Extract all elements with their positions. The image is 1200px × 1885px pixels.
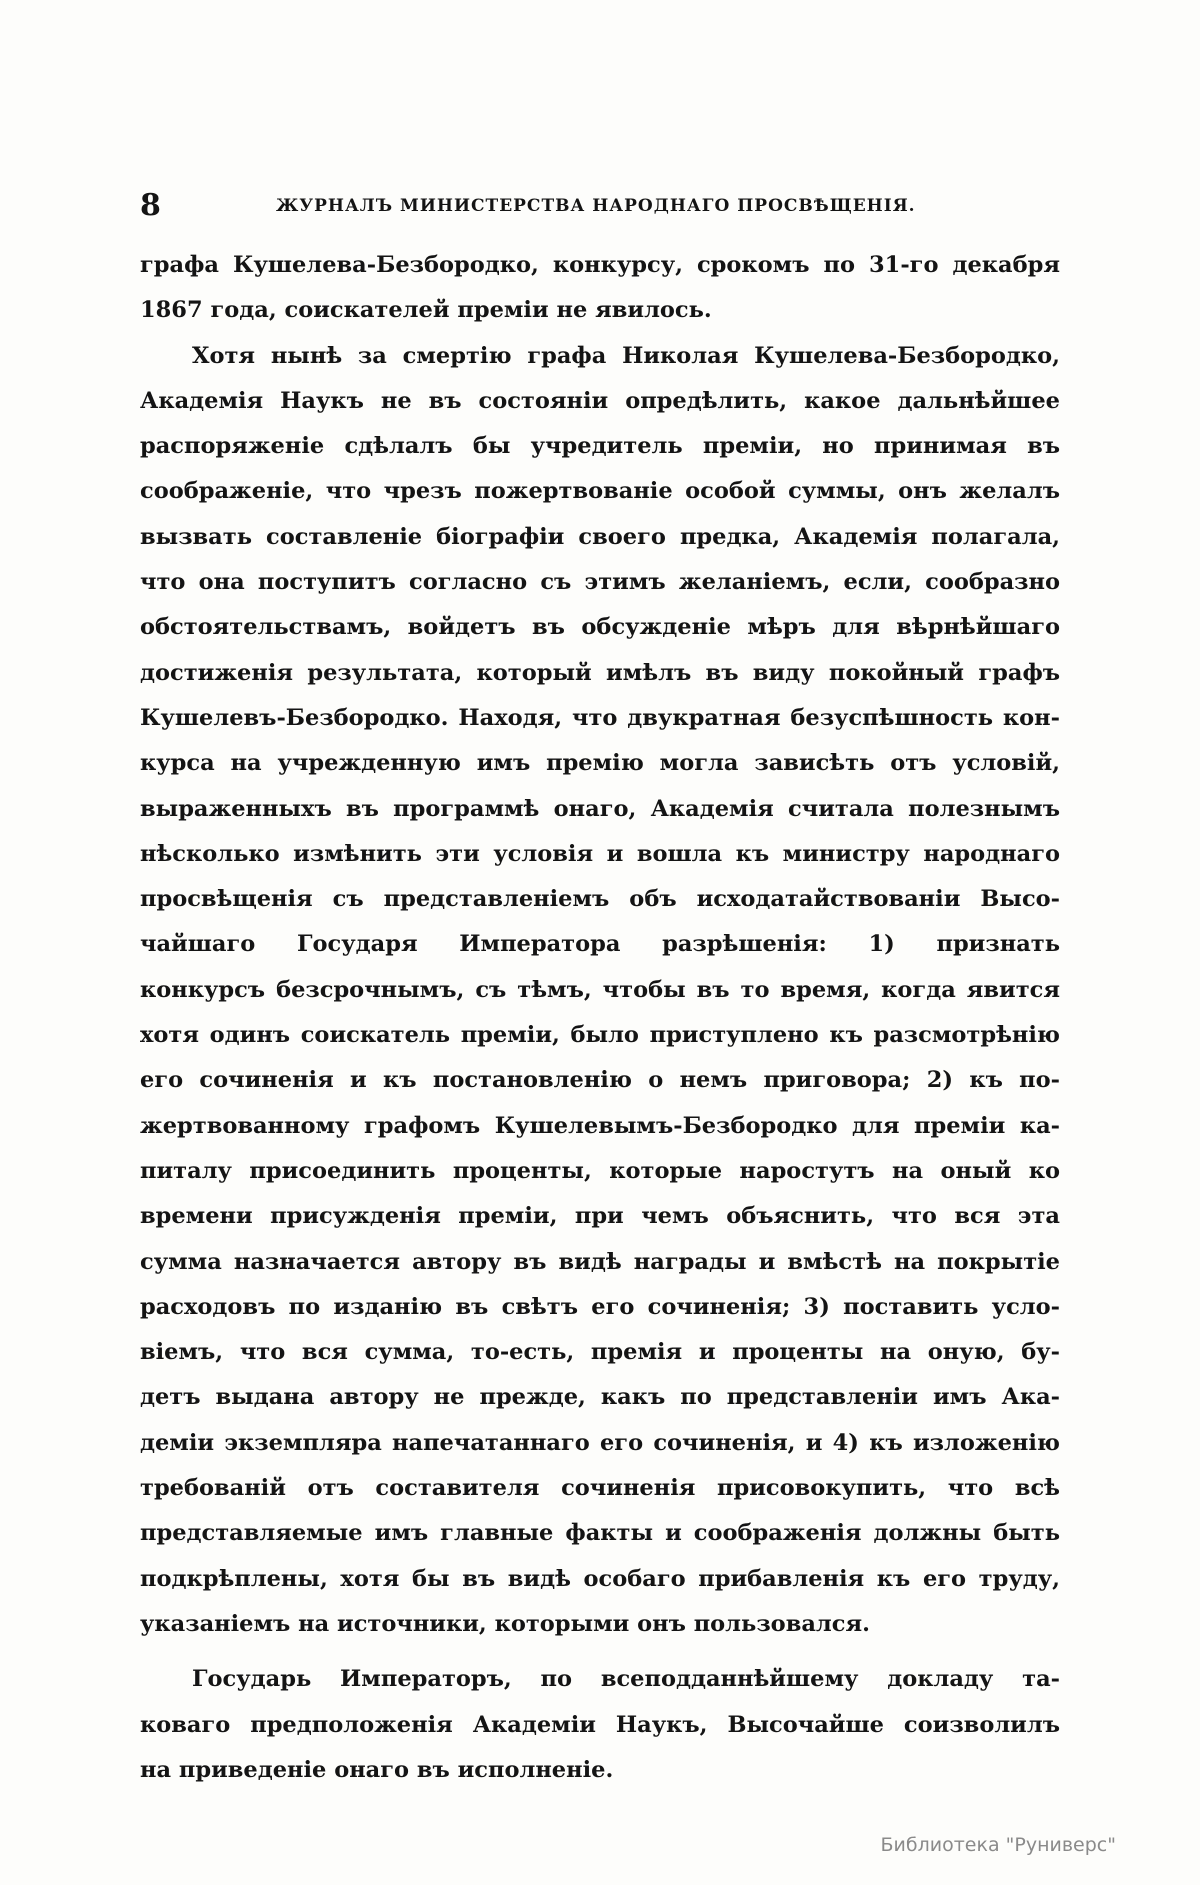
text-line: требованій отъ составителя сочиненія присовокупить, что всѣ — [140, 1475, 1060, 1502]
text-line: нѣсколько измѣнить эти условія и вошла къ министру народнаго — [140, 840, 1060, 867]
page-header — [140, 186, 1060, 226]
body-text — [140, 243, 1060, 1793]
text-line: указаніемъ на источники, которыми онъ пользовался. — [140, 1610, 870, 1637]
text-line: коваго предположенія Академіи Наукъ, Высочайше соизволилъ — [140, 1711, 1060, 1738]
text-line: графа Кушелева-Безбородко, конкурсу, срокомъ по 31-го декабря — [140, 252, 1060, 278]
text-line: жертвованному графомъ Кушелевымъ-Безбородко для преміи ка- — [140, 1112, 1060, 1139]
text-line: хотя одинъ соискатель преміи, было приступлено къ разсмотрѣнію — [140, 1022, 1060, 1049]
text-line: віемъ, что вся сумма, то-есть, премія и проценты на оную, бу- — [140, 1339, 1060, 1366]
text-line: Хотя нынѣ за смертію графа Николая Кушелева-Безбородко, — [192, 342, 1060, 369]
text-line: на приведеніе онаго въ исполненіе. — [140, 1756, 614, 1783]
text-line: соображеніе, что чрезъ пожертвованіе особой суммы, онъ желалъ — [140, 478, 1060, 505]
text-line: распоряженіе сдѣлалъ бы учредитель преміи, но принимая въ — [140, 433, 1060, 460]
text-line: питалу присоединить проценты, которые наростутъ на оный ко — [140, 1157, 1060, 1184]
text-line: Государь Императоръ, по всеподданнѣйшему докладу та- — [192, 1666, 1060, 1693]
text-line: обстоятельствамъ, войдетъ въ обсужденіе мѣръ для вѣрнѣйшаго — [140, 614, 1060, 641]
text-line: Кушелевъ-Безбородко. Находя, что двукратная безуспѣшность кон- — [140, 704, 1060, 731]
text-line: достиженія результата, который имѣлъ въ виду покойный графъ — [140, 659, 1060, 686]
text-line: времени присужденія преміи, при чемъ объяснить, что вся эта — [140, 1203, 1060, 1230]
paragraph-gap — [140, 1647, 1060, 1657]
running-title: ЖУРНАЛЪ МИНИСТЕРСТВА НАРОДНАГО ПРОСВѢЩЕНІЯ. — [276, 196, 916, 216]
text-line: расходовъ по изданію въ свѣтъ его сочиненія; 3) поставить усло- — [140, 1293, 1060, 1320]
text-line: просвѣщенія съ представленіемъ объ исходатайствованіи Высо- — [140, 886, 1060, 913]
text-line: конкурсъ безсрочнымъ, съ тѣмъ, чтобы въ то время, когда явится — [140, 976, 1060, 1003]
page-number: 8 — [140, 188, 161, 223]
text-line: что она поступитъ согласно съ этимъ желаніемъ, если, сообразно — [140, 569, 1060, 596]
text-line: его сочиненія и къ постановленію о немъ приговора; 2) къ по- — [140, 1067, 1060, 1094]
library-watermark: Библиотека "Руниверс" — [880, 1834, 1116, 1856]
text-line: 1867 года, соискателей преміи не явилось. — [140, 297, 712, 324]
text-line: подкрѣплены, хотя бы въ видѣ особаго прибавленія къ его труду, — [140, 1565, 1060, 1592]
text-line: детъ выдана автору не прежде, какъ по представленіи имъ Ака- — [140, 1384, 1060, 1411]
text-line: деміи экземпляра напечатаннаго его сочиненія, и 4) къ изложенію — [140, 1429, 1060, 1456]
text-line: выраженныхъ въ программѣ онаго, Академія считала полезнымъ — [140, 795, 1060, 822]
text-line: Академія Наукъ не въ состояніи опредѣлить, какое дальнѣйшее — [140, 387, 1060, 414]
text-line: чайшаго Государя Императора разрѣшенія: 1) признать — [140, 931, 1060, 958]
text-line: сумма назначается автору въ видѣ награды и вмѣстѣ на покрытіе — [140, 1248, 1060, 1275]
text-line: вызвать составленіе біографіи своего предка, Академія полагала, — [140, 523, 1060, 550]
text-line: представляемые имъ главные факты и соображенія должны быть — [140, 1520, 1060, 1547]
text-line: курса на учрежденную имъ премію могла зависѣть отъ условій, — [140, 750, 1060, 777]
